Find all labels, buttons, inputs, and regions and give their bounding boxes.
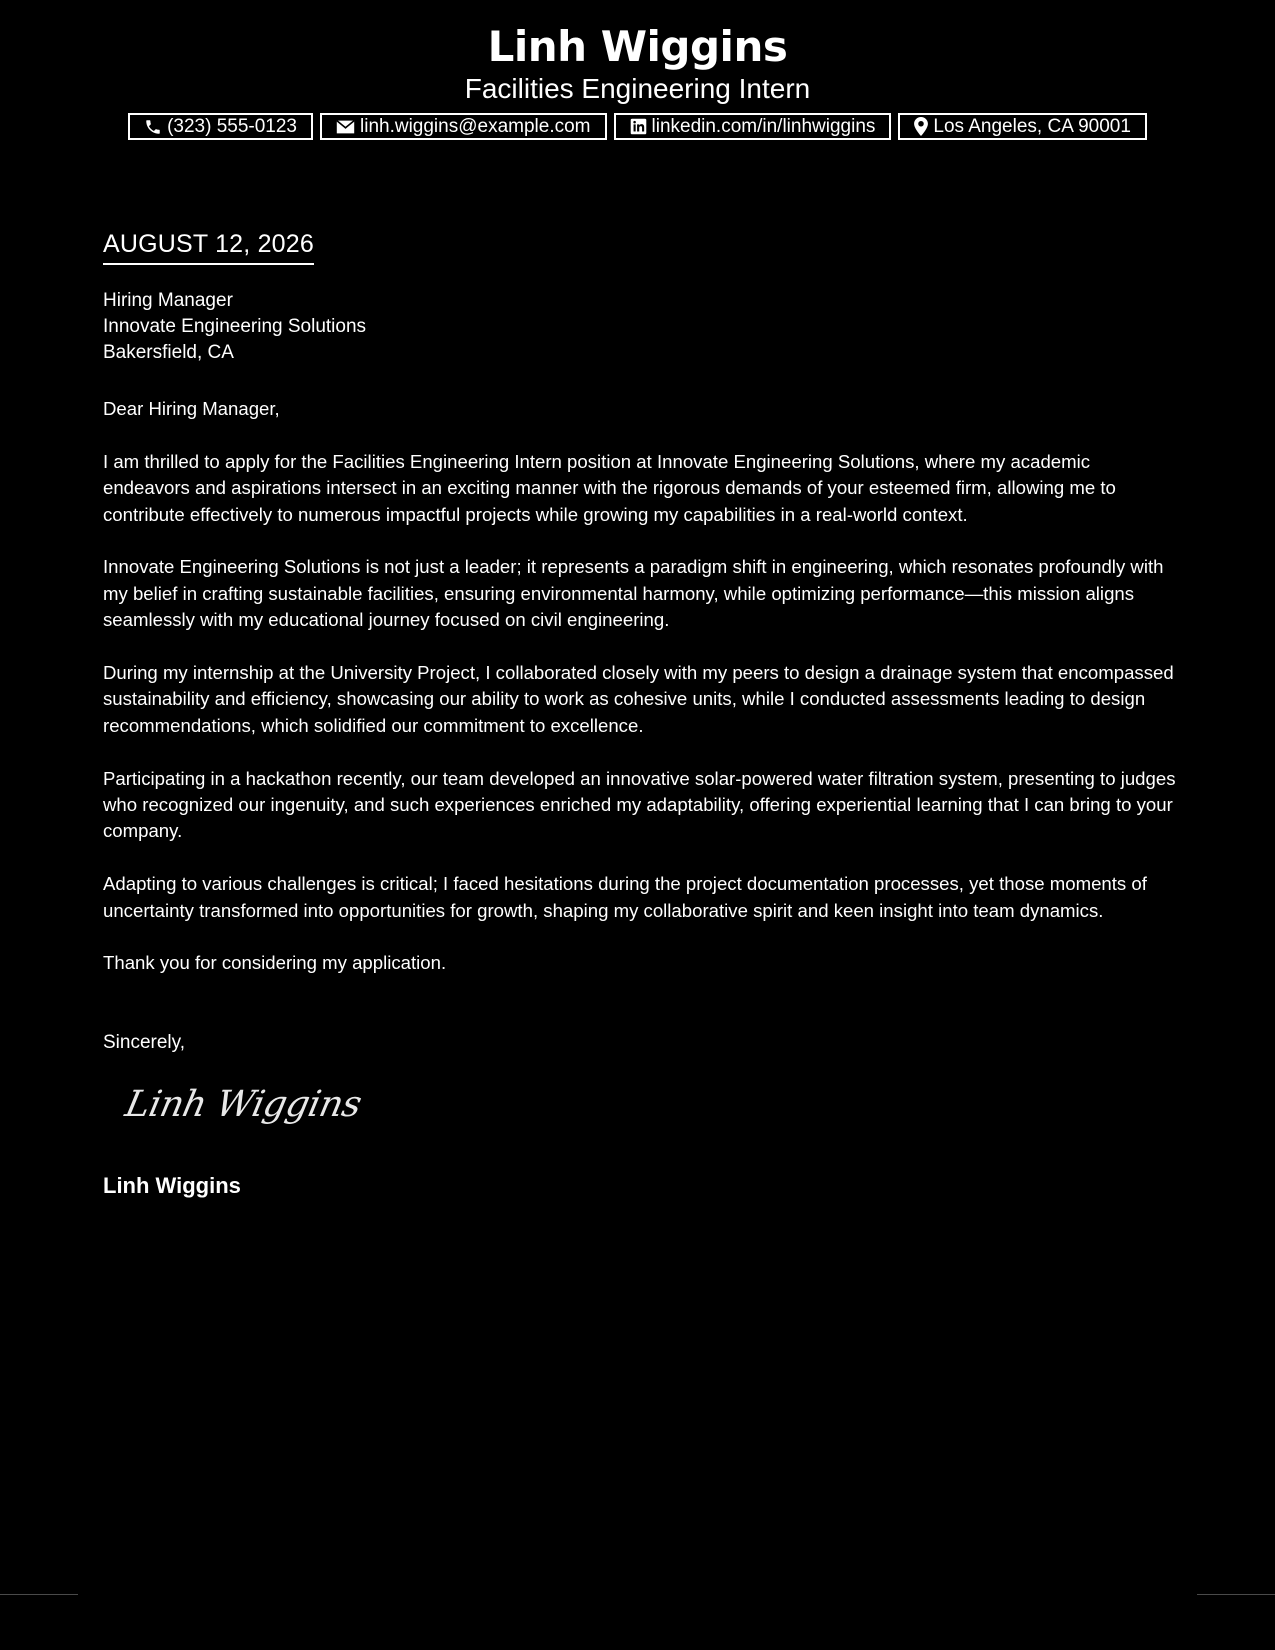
linkedin-text: linkedin.com/in/linhwiggins [651,115,876,137]
body-paragraph: Innovate Engineering Solutions is not just a leader; it represents a paradigm shift in engineering, which resonates profoundly with my belief in crafting sustainable facilities, ensuring environmental harmony, while optimizing performance—this mission aligns seamlessly with my educational journey focused on civil engineering. [103,556,1164,631]
recipient-location: Bakersfield, CA [103,342,234,363]
contact-bar [0,113,1275,140]
footer-divider-left [0,1594,78,1595]
applicant-name: Linh Wiggins [487,22,788,71]
letter-header [0,22,1275,140]
recipient-block [103,288,366,366]
thank-you-line: Thank you for considering my application. [103,952,447,974]
closing: Sincerely, [103,1032,186,1053]
envelope-icon [336,119,355,135]
phone-icon [144,118,162,136]
letter-date: AUGUST 12, 2026 [103,229,314,265]
letter-body [103,396,1178,1003]
recipient-company: Innovate Engineering Solutions [103,316,367,337]
body-paragraph: Adapting to various challenges is critical; I faced hesitations during the project documentation processes, yet those moments of uncertainty transformed into opportunities for growth, shaping my collaborative spirit and keen insight into team dynamics. [103,873,1147,921]
phone-text: (323) 555-0123 [167,115,297,137]
contact-location[interactable] [898,113,1147,140]
location-text: Los Angeles, CA 90001 [933,115,1131,137]
contact-email[interactable] [320,113,607,140]
body-paragraph: I am thrilled to apply for the Facilities Engineering Intern position at Innovate Engineering Solutions, where my academic endeavors and aspirations intersect in an exciting manner with the rigorous demands of your esteemed firm, allowing me to contribute effectively to numerous impactful projects while growing my capabilities in a real-world context. [103,450,1116,525]
email-text: linh.wiggins@example.com [360,115,591,137]
recipient-title: Hiring Manager [103,290,233,311]
contact-linkedin[interactable] [614,113,892,140]
contact-phone[interactable] [128,113,313,140]
applicant-role: Facilities Engineering Intern [464,73,811,104]
footer-divider-right [1197,1594,1275,1595]
signer-name: Linh Wiggins [103,1173,241,1198]
salutation: Dear Hiring Manager, [103,398,280,419]
handwritten-signature: Linh Wiggins [121,1084,365,1125]
body-paragraph: Participating in a hackathon recently, our team developed an innovative solar-powered water filtration system, presenting to judges who recognized our ingenuity, and such experiences enriched my adaptability, offering experiential learning that I can bring to your company. [103,767,1176,842]
linkedin-icon [630,118,647,135]
map-pin-icon [914,117,928,136]
body-paragraph: During my internship at the University Project, I collaborated closely with my peers to design a drainage system that encompassed sustainability and efficiency, showcasing our ability to work as cohesive units, while I conducted assessments leading to design recommendations, which solidified our commitment to excellence. [103,662,1174,736]
